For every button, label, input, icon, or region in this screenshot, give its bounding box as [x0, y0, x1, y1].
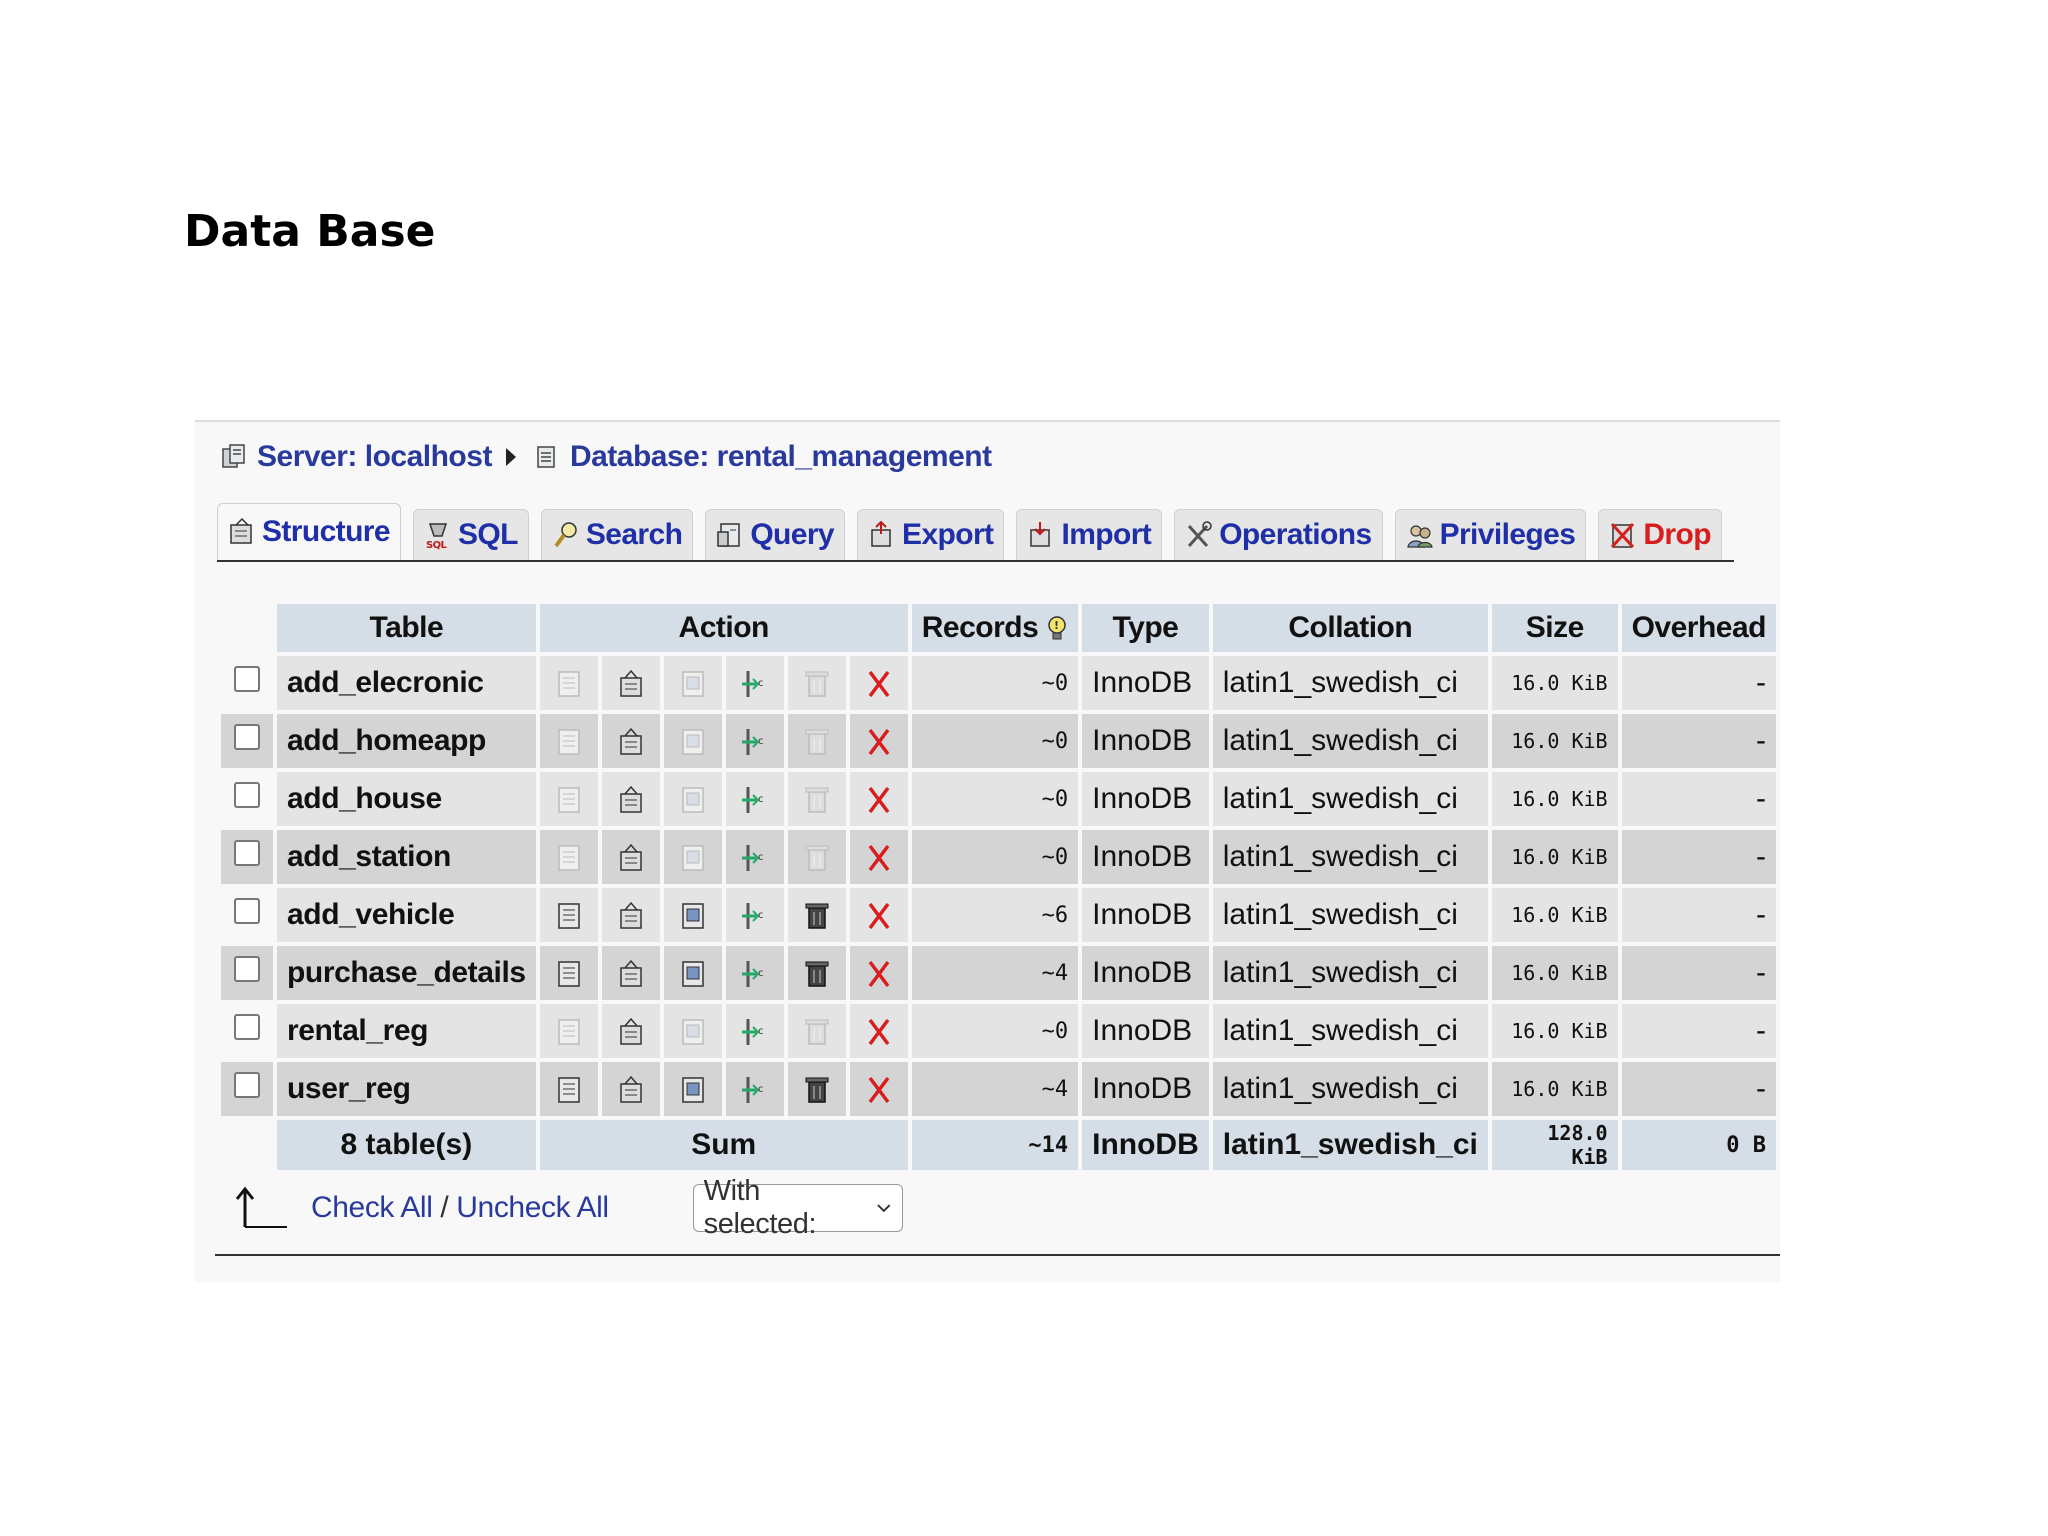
svg-text:c: c [757, 1084, 764, 1096]
summary-spacer [221, 1120, 273, 1170]
action-empty[interactable] [788, 946, 846, 1000]
search-icon [552, 520, 580, 550]
size-value[interactable]: 16.0 KiB [1492, 656, 1618, 710]
table-name-link[interactable]: add_station [277, 830, 536, 884]
action-insert[interactable] [726, 1004, 784, 1058]
browse-icon [554, 1016, 584, 1048]
action-empty[interactable] [788, 1004, 846, 1058]
tab-search[interactable] [541, 509, 693, 560]
records-value: ~6 [912, 888, 1078, 942]
overhead-value: - [1622, 772, 1776, 826]
drop-table-icon [864, 900, 894, 932]
drop-table-icon [864, 842, 894, 874]
empty-table-icon [802, 784, 832, 816]
collation-value: latin1_swedish_ci [1213, 1062, 1488, 1116]
action-structure[interactable] [602, 830, 660, 884]
insert-row-icon [740, 784, 770, 816]
with-selected-dropdown[interactable] [693, 1175, 903, 1240]
col-overhead[interactable]: Overhead [1622, 604, 1776, 652]
arrow-up-corner-icon [231, 1185, 291, 1231]
engine-type: InnoDB [1082, 772, 1209, 826]
col-type[interactable]: Type [1082, 604, 1209, 652]
tab-structure[interactable] [217, 503, 401, 560]
phpmyadmin-screenshot [195, 420, 1780, 1282]
tab-label: Drop [1643, 518, 1711, 551]
svg-text:c: c [757, 736, 764, 748]
action-structure[interactable] [602, 946, 660, 1000]
row-checkbox-cell [221, 1004, 273, 1058]
table-row [221, 888, 1776, 942]
action-structure[interactable] [602, 656, 660, 710]
action-drop[interactable] [850, 1004, 908, 1058]
engine-type: InnoDB [1082, 1004, 1209, 1058]
tab-query[interactable] [705, 509, 845, 560]
table-structure-icon [616, 726, 646, 758]
row-checkbox[interactable] [234, 782, 260, 808]
action-drop[interactable] [850, 946, 908, 1000]
table-search-icon [678, 1016, 708, 1048]
table-row [221, 1062, 1776, 1116]
action-drop[interactable] [850, 830, 908, 884]
tab-drop[interactable] [1598, 509, 1722, 560]
action-insert[interactable] [726, 772, 784, 826]
breadcrumb-database-link[interactable]: Database: rental_management [569, 440, 992, 473]
collation-value: latin1_swedish_ci [1213, 772, 1488, 826]
server-icon [221, 443, 247, 471]
size-value[interactable]: 16.0 KiB [1492, 888, 1618, 942]
insert-row-icon [740, 900, 770, 932]
drop-table-icon [864, 1016, 894, 1048]
tab-export[interactable] [857, 509, 1004, 560]
insert-row-icon [740, 842, 770, 874]
collation-value: latin1_swedish_ci [1213, 888, 1488, 942]
tab-label: Query [750, 518, 835, 551]
col-records-label: Records [921, 611, 1039, 644]
collation-value: latin1_swedish_ci [1213, 830, 1488, 884]
summary-size: 128.0 KiB [1492, 1120, 1618, 1170]
table-search-icon [678, 726, 708, 758]
col-size[interactable]: Size [1492, 604, 1618, 652]
row-checkbox[interactable] [234, 1014, 260, 1040]
records-value: ~0 [912, 772, 1078, 826]
engine-type: InnoDB [1082, 1062, 1209, 1116]
action-empty[interactable] [788, 830, 846, 884]
action-empty[interactable] [788, 714, 846, 768]
row-checkbox-cell [221, 830, 273, 884]
lightbulb-hint-icon[interactable] [1046, 614, 1068, 644]
overhead-value: - [1622, 656, 1776, 710]
bulk-actions-bar [231, 1175, 903, 1240]
action-empty[interactable] [788, 772, 846, 826]
tab-label: SQL [457, 518, 518, 551]
empty-table-icon [802, 842, 832, 874]
summary-overhead: 0 B [1622, 1120, 1776, 1170]
overhead-value: - [1622, 1062, 1776, 1116]
table-row [221, 946, 1776, 1000]
svg-text:c: c [757, 678, 764, 690]
empty-table-icon [802, 900, 832, 932]
table-structure-icon [616, 900, 646, 932]
browse-icon [554, 958, 584, 990]
check-links [311, 1191, 609, 1225]
insert-row-icon [740, 958, 770, 990]
action-browse[interactable] [540, 830, 598, 884]
drop-table-icon [864, 726, 894, 758]
svg-text:!: ! [1054, 619, 1059, 633]
structure-icon [228, 517, 256, 547]
overhead-value: - [1622, 714, 1776, 768]
records-value: ~0 [912, 830, 1078, 884]
browse-icon [554, 1074, 584, 1106]
summary-row [221, 1120, 1776, 1170]
engine-type: InnoDB [1082, 946, 1209, 1000]
breadcrumb-server-link[interactable]: Server: localhost [257, 440, 492, 473]
table-structure-icon [616, 1074, 646, 1106]
row-checkbox-cell [221, 946, 273, 1000]
row-checkbox-cell [221, 714, 273, 768]
action-empty[interactable] [788, 1062, 846, 1116]
table-name-link[interactable]: add_vehicle [277, 888, 536, 942]
table-structure-icon [616, 668, 646, 700]
action-search[interactable] [664, 1062, 722, 1116]
summary-collation: latin1_swedish_ci [1213, 1120, 1488, 1170]
row-checkbox[interactable] [234, 724, 260, 750]
action-search[interactable] [664, 714, 722, 768]
records-value: ~4 [912, 1062, 1078, 1116]
sql-icon [424, 520, 452, 550]
records-value: ~0 [912, 1004, 1078, 1058]
action-browse[interactable] [540, 888, 598, 942]
records-value: ~4 [912, 946, 1078, 1000]
action-structure[interactable] [602, 1062, 660, 1116]
summary-type: InnoDB [1082, 1120, 1209, 1170]
action-browse[interactable] [540, 946, 598, 1000]
tab-label: Search [585, 518, 683, 551]
col-table[interactable]: Table [277, 604, 536, 652]
breadcrumb-separator-icon [506, 448, 516, 466]
action-insert[interactable] [726, 714, 784, 768]
with-selected-value: With selected: [703, 1175, 817, 1240]
table-row [221, 714, 1776, 768]
summary-sum-label: Sum [540, 1120, 908, 1170]
document-heading: Data Base [184, 206, 436, 257]
check-all-link[interactable]: Check All [311, 1191, 433, 1224]
tab-bar [217, 502, 1734, 562]
table-structure-icon [616, 842, 646, 874]
size-value[interactable]: 16.0 KiB [1492, 1004, 1618, 1058]
collation-value: latin1_swedish_ci [1213, 1004, 1488, 1058]
overhead-value: - [1622, 830, 1776, 884]
row-checkbox-cell [221, 888, 273, 942]
action-drop[interactable] [850, 714, 908, 768]
action-structure[interactable] [602, 772, 660, 826]
operations-icon [1185, 520, 1213, 550]
table-search-icon [678, 1074, 708, 1106]
database-icon [534, 443, 560, 471]
action-insert[interactable] [726, 830, 784, 884]
table-name-link[interactable]: user_reg [277, 1062, 536, 1116]
check-separator: / [440, 1191, 449, 1224]
empty-table-icon [802, 958, 832, 990]
tab-label: Import [1061, 518, 1152, 551]
browse-icon [554, 784, 584, 816]
chevron-down-icon [876, 1202, 892, 1214]
table-structure-icon [616, 958, 646, 990]
svg-text:c: c [757, 910, 764, 922]
action-search[interactable] [664, 830, 722, 884]
records-value: ~0 [912, 656, 1078, 710]
tables-grid [217, 600, 1780, 1174]
import-icon [1027, 520, 1055, 550]
table-row [221, 830, 1776, 884]
browse-icon [554, 668, 584, 700]
tab-sql[interactable] [413, 509, 529, 560]
svg-text:c: c [757, 968, 764, 980]
svg-text:c: c [757, 794, 764, 806]
action-structure[interactable] [602, 1004, 660, 1058]
size-value[interactable]: 16.0 KiB [1492, 714, 1618, 768]
action-browse[interactable] [540, 772, 598, 826]
empty-table-icon [802, 1016, 832, 1048]
drop-icon [1609, 520, 1637, 550]
row-checkbox[interactable] [234, 956, 260, 982]
row-checkbox[interactable] [234, 666, 260, 692]
tab-label: Structure [262, 515, 390, 548]
drop-table-icon [864, 668, 894, 700]
overhead-value: - [1622, 946, 1776, 1000]
table-search-icon [678, 784, 708, 816]
row-checkbox[interactable] [234, 840, 260, 866]
table-name-link[interactable]: add_house [277, 772, 536, 826]
empty-table-icon [802, 726, 832, 758]
svg-text:c: c [757, 852, 764, 864]
size-value[interactable]: 16.0 KiB [1492, 772, 1618, 826]
col-collation[interactable]: Collation [1213, 604, 1488, 652]
action-drop[interactable] [850, 888, 908, 942]
row-checkbox-cell [221, 772, 273, 826]
table-search-icon [678, 900, 708, 932]
query-icon [716, 520, 744, 550]
action-search[interactable] [664, 656, 722, 710]
svg-text:c: c [757, 1026, 764, 1038]
table-name-link[interactable]: add_elecronic [277, 656, 536, 710]
tab-operations[interactable] [1174, 509, 1382, 560]
size-value[interactable]: 16.0 KiB [1492, 1062, 1618, 1116]
browse-icon [554, 842, 584, 874]
action-browse[interactable] [540, 714, 598, 768]
table-name-link[interactable]: rental_reg [277, 1004, 536, 1058]
engine-type: InnoDB [1082, 830, 1209, 884]
insert-row-icon [740, 1074, 770, 1106]
action-insert[interactable] [726, 946, 784, 1000]
tab-import[interactable] [1016, 509, 1162, 560]
action-search[interactable] [664, 1004, 722, 1058]
row-checkbox[interactable] [234, 1072, 260, 1098]
action-insert[interactable] [726, 656, 784, 710]
insert-row-icon [740, 668, 770, 700]
action-empty[interactable] [788, 656, 846, 710]
action-search[interactable] [664, 888, 722, 942]
divider [215, 1254, 1780, 1256]
table-search-icon [678, 668, 708, 700]
breadcrumb [221, 440, 992, 474]
row-checkbox-cell [221, 1062, 273, 1116]
overhead-value: - [1622, 1004, 1776, 1058]
export-icon [868, 520, 896, 550]
collation-value: latin1_swedish_ci [1213, 714, 1488, 768]
insert-row-icon [740, 726, 770, 758]
drop-table-icon [864, 958, 894, 990]
row-checkbox[interactable] [234, 898, 260, 924]
table-structure-icon [616, 1016, 646, 1048]
action-drop[interactable] [850, 656, 908, 710]
table-row [221, 656, 1776, 710]
action-search[interactable] [664, 946, 722, 1000]
overhead-value: - [1622, 888, 1776, 942]
checkbox-header [221, 604, 273, 652]
uncheck-all-link[interactable]: Uncheck All [456, 1191, 609, 1224]
tab-privileges[interactable] [1395, 509, 1587, 560]
summary-records: ~14 [912, 1120, 1078, 1170]
privileges-icon [1406, 520, 1434, 550]
engine-type: InnoDB [1082, 656, 1209, 710]
collation-value: latin1_swedish_ci [1213, 946, 1488, 1000]
action-browse[interactable] [540, 1004, 598, 1058]
table-name-link[interactable]: add_homeapp [277, 714, 536, 768]
col-action: Action [540, 604, 908, 652]
empty-table-icon [802, 1074, 832, 1106]
tab-label: Export [902, 518, 994, 551]
col-records[interactable] [912, 604, 1078, 652]
table-search-icon [678, 842, 708, 874]
engine-type: InnoDB [1082, 888, 1209, 942]
collation-value: latin1_swedish_ci [1213, 656, 1488, 710]
table-row [221, 1004, 1776, 1058]
drop-table-icon [864, 1074, 894, 1106]
svg-text:SQL: SQL [425, 540, 447, 550]
action-empty[interactable] [788, 888, 846, 942]
action-search[interactable] [664, 772, 722, 826]
table-structure-icon [616, 784, 646, 816]
records-value: ~0 [912, 714, 1078, 768]
action-structure[interactable] [602, 714, 660, 768]
empty-table-icon [802, 668, 832, 700]
browse-icon [554, 726, 584, 758]
table-name-link[interactable]: purchase_details [277, 946, 536, 1000]
drop-table-icon [864, 784, 894, 816]
engine-type: InnoDB [1082, 714, 1209, 768]
action-browse[interactable] [540, 656, 598, 710]
action-drop[interactable] [850, 772, 908, 826]
action-insert[interactable] [726, 1062, 784, 1116]
action-insert[interactable] [726, 888, 784, 942]
size-value[interactable]: 16.0 KiB [1492, 830, 1618, 884]
insert-row-icon [740, 1016, 770, 1048]
table-search-icon [678, 958, 708, 990]
action-structure[interactable] [602, 888, 660, 942]
size-value[interactable]: 16.0 KiB [1492, 946, 1618, 1000]
tab-label: Operations [1219, 518, 1372, 551]
action-drop[interactable] [850, 1062, 908, 1116]
browse-icon [554, 900, 584, 932]
tab-label: Privileges [1439, 518, 1576, 551]
table-row [221, 772, 1776, 826]
row-checkbox-cell [221, 656, 273, 710]
summary-table-count: 8 table(s) [277, 1120, 536, 1170]
action-browse[interactable] [540, 1062, 598, 1116]
